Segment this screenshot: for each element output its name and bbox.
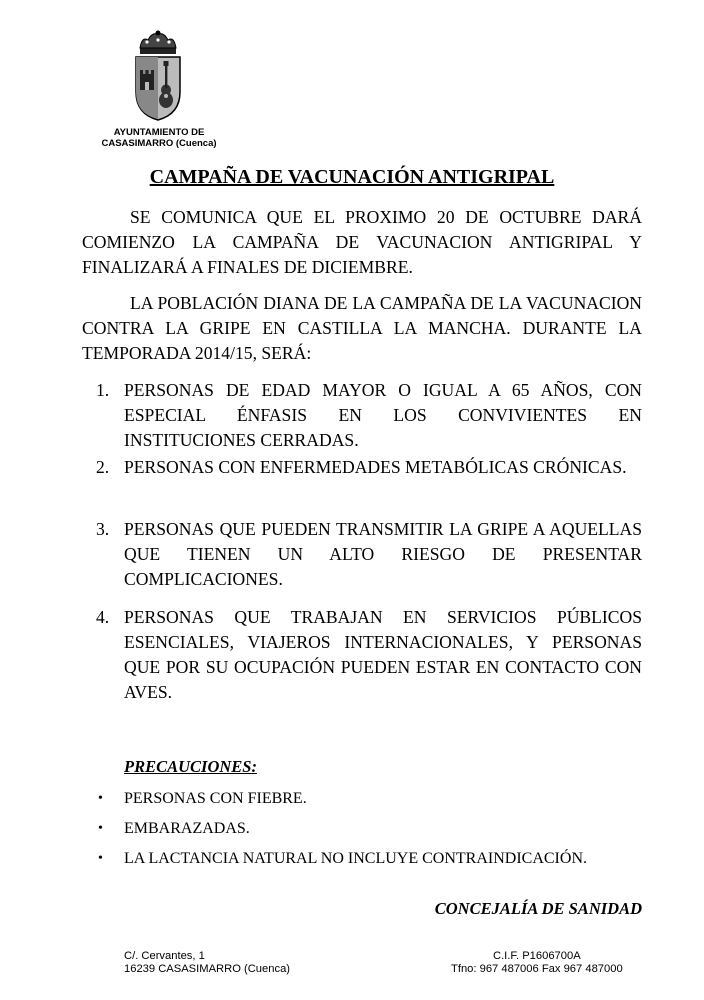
target-population-paragraph: LA POBLACIÓN DIANA DE LA CAMPAÑA DE LA VACUNACION CONTRA LA GRIPE EN CASTILLA LA MANCHA. DURANTE LA TEMPORADA 2014/15, SERÁ: [82, 293, 642, 363]
list-item-text: PERSONAS QUE TRABAJAN EN SERVICIOS PÚBLICOS ESENCIALES, VIAJEROS INTERNACIONALES, Y PERSONAS QUE POR SU OCUPACIÓN PUEDEN ESTAR EN CONTACTO CON AVES. [124, 607, 642, 702]
bullet-icon: • [98, 791, 103, 806]
precautions-list [82, 789, 642, 879]
list-item-text: PERSONAS DE EDAD MAYOR O IGUAL A 65 AÑOS, CON ESPECIAL ÉNFASIS EN LOS CONVIVIENTES EN INSTITUCIONES CERRADAS. [124, 380, 642, 450]
phone-fax: Tfno: 967 487006 Fax 967 487000 [451, 963, 623, 975]
target-group-list [82, 378, 642, 453]
list-item [82, 378, 642, 453]
organization-line-2: CASASIMARRO (Cuenca) [101, 138, 217, 149]
footer-address [124, 950, 290, 976]
target-group-list [82, 605, 642, 705]
organization-name [82, 127, 236, 149]
address-line-1: C/. Cervantes, 1 [124, 950, 205, 962]
list-item [82, 849, 642, 869]
list-item-text: LA LACTANCIA NATURAL NO INCLUYE CONTRAINDICACIÓN. [124, 850, 587, 867]
intro-paragraph: SE COMUNICA QUE EL PROXIMO 20 DE OCTUBRE DARÁ COMIENZO LA CAMPAÑA DE VACUNACION ANTIGRIPAL Y FINALIZARÁ A FINALES DE DICIEMBRE. [82, 207, 642, 277]
list-item [82, 455, 642, 480]
cif-number: C.I.F. P1606700A [492, 950, 581, 962]
list-item-text: PERSONAS QUE PUEDEN TRANSMITIR LA GRIPE A AQUELLAS QUE TIENEN UN ALTO RIESGO DE PRESENTAR COMPLICACIONES. [124, 519, 642, 589]
target-group-list [82, 517, 642, 592]
list-item-number: 1. [96, 380, 110, 400]
list-item-number: 3. [96, 519, 110, 539]
list-item-number: 2. [96, 457, 110, 477]
page-title: CAMPAÑA DE VACUNACIÓN ANTIGRIPAL [149, 166, 555, 188]
precautions-heading: PRECAUCIONES: [124, 757, 257, 776]
target-group-list [82, 455, 642, 480]
list-item [82, 819, 642, 839]
coat-of-arms-icon [132, 30, 184, 122]
list-item [82, 605, 642, 705]
footer-contact [451, 950, 623, 976]
list-item [82, 789, 642, 809]
list-item [82, 517, 642, 592]
signature: CONCEJALÍA DE SANIDAD [434, 899, 642, 918]
list-item-text: PERSONAS CON FIEBRE. [124, 790, 307, 807]
list-item-text: PERSONAS CON ENFERMEDADES METABÓLICAS CRÓNICAS. [124, 457, 627, 477]
list-item-number: 4. [96, 607, 110, 627]
address-line-2: 16239 CASASIMARRO (Cuenca) [124, 963, 291, 975]
bullet-icon: • [98, 821, 103, 836]
bullet-icon: • [98, 851, 103, 866]
organization-line-1: AYUNTAMIENTO DE [113, 127, 205, 138]
list-item-text: EMBARAZADAS. [124, 820, 250, 837]
